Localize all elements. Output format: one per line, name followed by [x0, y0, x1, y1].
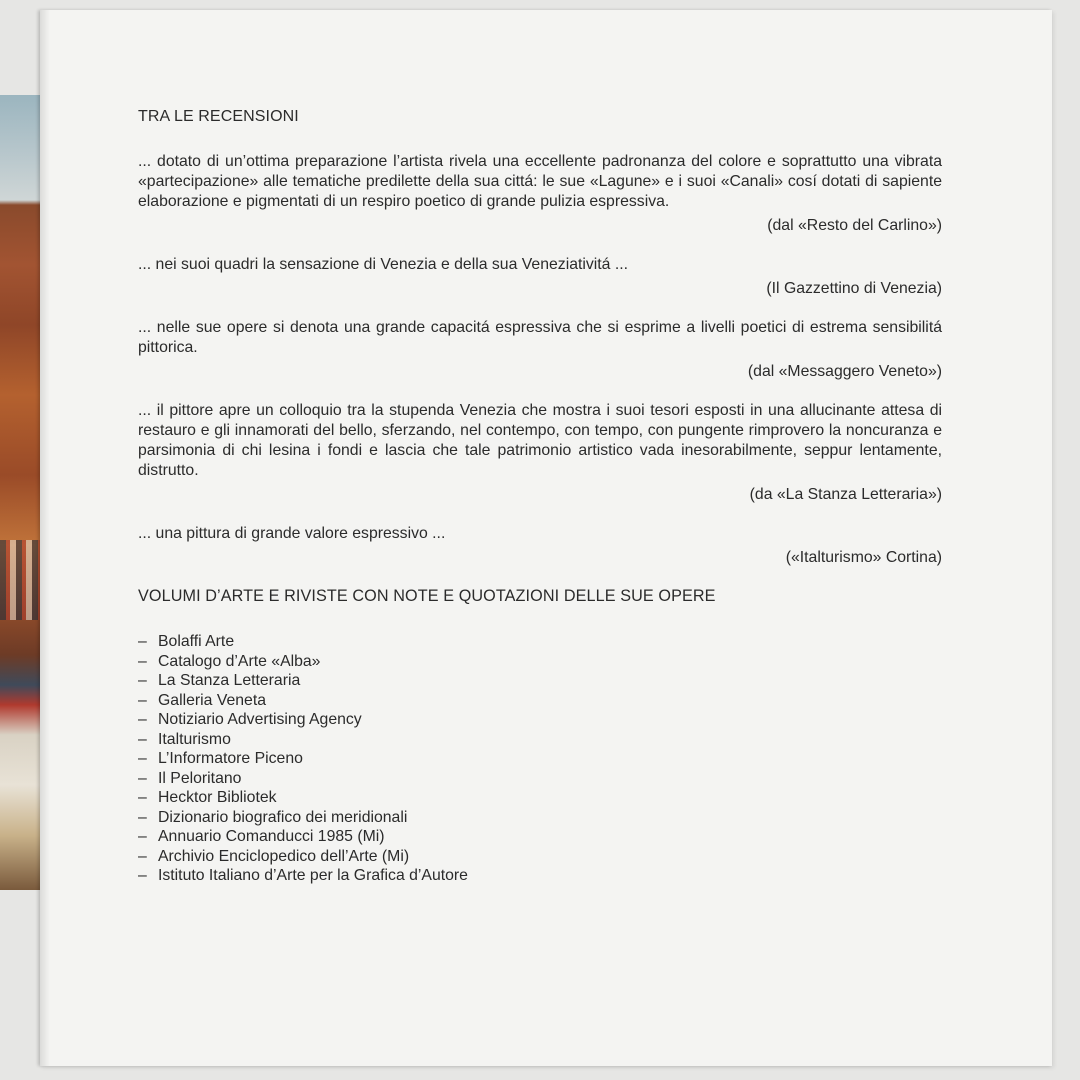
review-quote: ... nei suoi quadri la sensazione di Venezia e della sua Veneziativitá ... [138, 256, 629, 273]
volumes-heading: VOLUMI D’ARTE E RIVISTE CON NOTE E QUOTAZIONI DELLE SUE OPERE [138, 587, 716, 605]
dash-bullet: – [138, 711, 147, 728]
list-item-label: Archivio Enciclopedico dell’Arte (Mi) [158, 847, 410, 865]
list-item [138, 749, 942, 769]
list-item [138, 827, 942, 847]
list-item [138, 710, 942, 730]
list-item-label: Galleria Veneta [158, 691, 267, 709]
dash-bullet: – [138, 808, 147, 826]
list-item-label: Dizionario biografico dei meridionali [158, 808, 408, 826]
list-item [138, 730, 942, 750]
dash-bullet: – [138, 750, 147, 767]
list-item-label: Il Peloritano [158, 769, 242, 787]
dash-bullet: – [138, 847, 147, 865]
list-item [138, 788, 942, 808]
reviews-heading: TRA LE RECENSIONI [138, 108, 299, 125]
dash-bullet: – [138, 652, 147, 670]
page-content [138, 108, 942, 886]
list-item-label: Istituto Italiano d’Arte per la Grafica d’Autore [158, 867, 468, 884]
list-item-label: L’Informatore Piceno [158, 750, 303, 767]
list-item [138, 808, 942, 828]
dash-bullet: – [138, 769, 147, 787]
review-quote: ... nelle sue opere si denota una grande capacitá espressiva che si esprime a livelli poetici di estrema sensibilitá pittorica. [138, 319, 942, 356]
list-item-label: Italturismo [158, 730, 231, 748]
review-item [138, 255, 942, 299]
list-item [138, 769, 942, 789]
list-item [138, 691, 942, 711]
list-item-label: Bolaffi Arte [158, 633, 235, 650]
list-item-label: Hecktor Bibliotek [158, 789, 277, 806]
review-source: (Il Gazzettino di Venezia) [766, 280, 942, 297]
dash-bullet: – [138, 672, 147, 689]
volumes-list [138, 632, 942, 886]
list-item-label: Catalogo d’Arte «Alba» [158, 652, 321, 670]
dash-bullet: – [138, 867, 147, 884]
dash-bullet: – [138, 828, 147, 845]
review-item [138, 524, 942, 568]
list-item-label: Annuario Comanducci 1985 (Mi) [158, 828, 385, 845]
page-fold-shadow [40, 10, 50, 1066]
dash-bullet: – [138, 691, 147, 709]
review-source: (dal «Messaggero Veneto») [747, 363, 942, 380]
list-item [138, 632, 942, 652]
dash-bullet: – [138, 633, 147, 650]
list-item [138, 652, 942, 672]
review-item [138, 152, 942, 236]
painting-edge [0, 95, 40, 890]
list-item [138, 866, 942, 886]
list-item [138, 847, 942, 867]
review-item [138, 318, 942, 382]
review-source: (dal «Resto del Carlino») [767, 217, 942, 234]
review-source: («Italturismo» Cortina) [785, 549, 942, 566]
list-item-label: Notiziario Advertising Agency [158, 711, 362, 728]
list-item-label: La Stanza Letteraria [158, 672, 301, 689]
review-item [138, 401, 942, 505]
review-quote: ... il pittore apre un colloquio tra la stupenda Venezia che mostra i suoi tesori esposti in una allucinante attesa di restauro e gli innamorati del bello, sferzando, nel contempo, con tempo, con pungente rimprovero la noncuranza e parsimonia di chi lesina i fondi e lascia che tale patrimonio artistico vada inesorabilmente, seppur lentamente, distrutto. [138, 402, 942, 479]
painting-detail [0, 540, 40, 620]
dash-bullet: – [138, 789, 147, 806]
review-quote: ... dotato di un’ottima preparazione l’artista rivela una eccellente padronanza del colore e soprattutto una vibrata «partecipazione» alle tematiche predilette della sua cittá: le sue «Lagune» e i suoi «Canali» cosí dotati di sapiente elaborazione e pigmentati di un respiro poetico di grande pulizia espressiva. [138, 153, 942, 210]
review-quote: ... una pittura di grande valore espressivo ... [138, 525, 446, 542]
list-item [138, 671, 942, 691]
dash-bullet: – [138, 730, 147, 748]
review-source: (da «La Stanza Letteraria») [749, 486, 942, 503]
